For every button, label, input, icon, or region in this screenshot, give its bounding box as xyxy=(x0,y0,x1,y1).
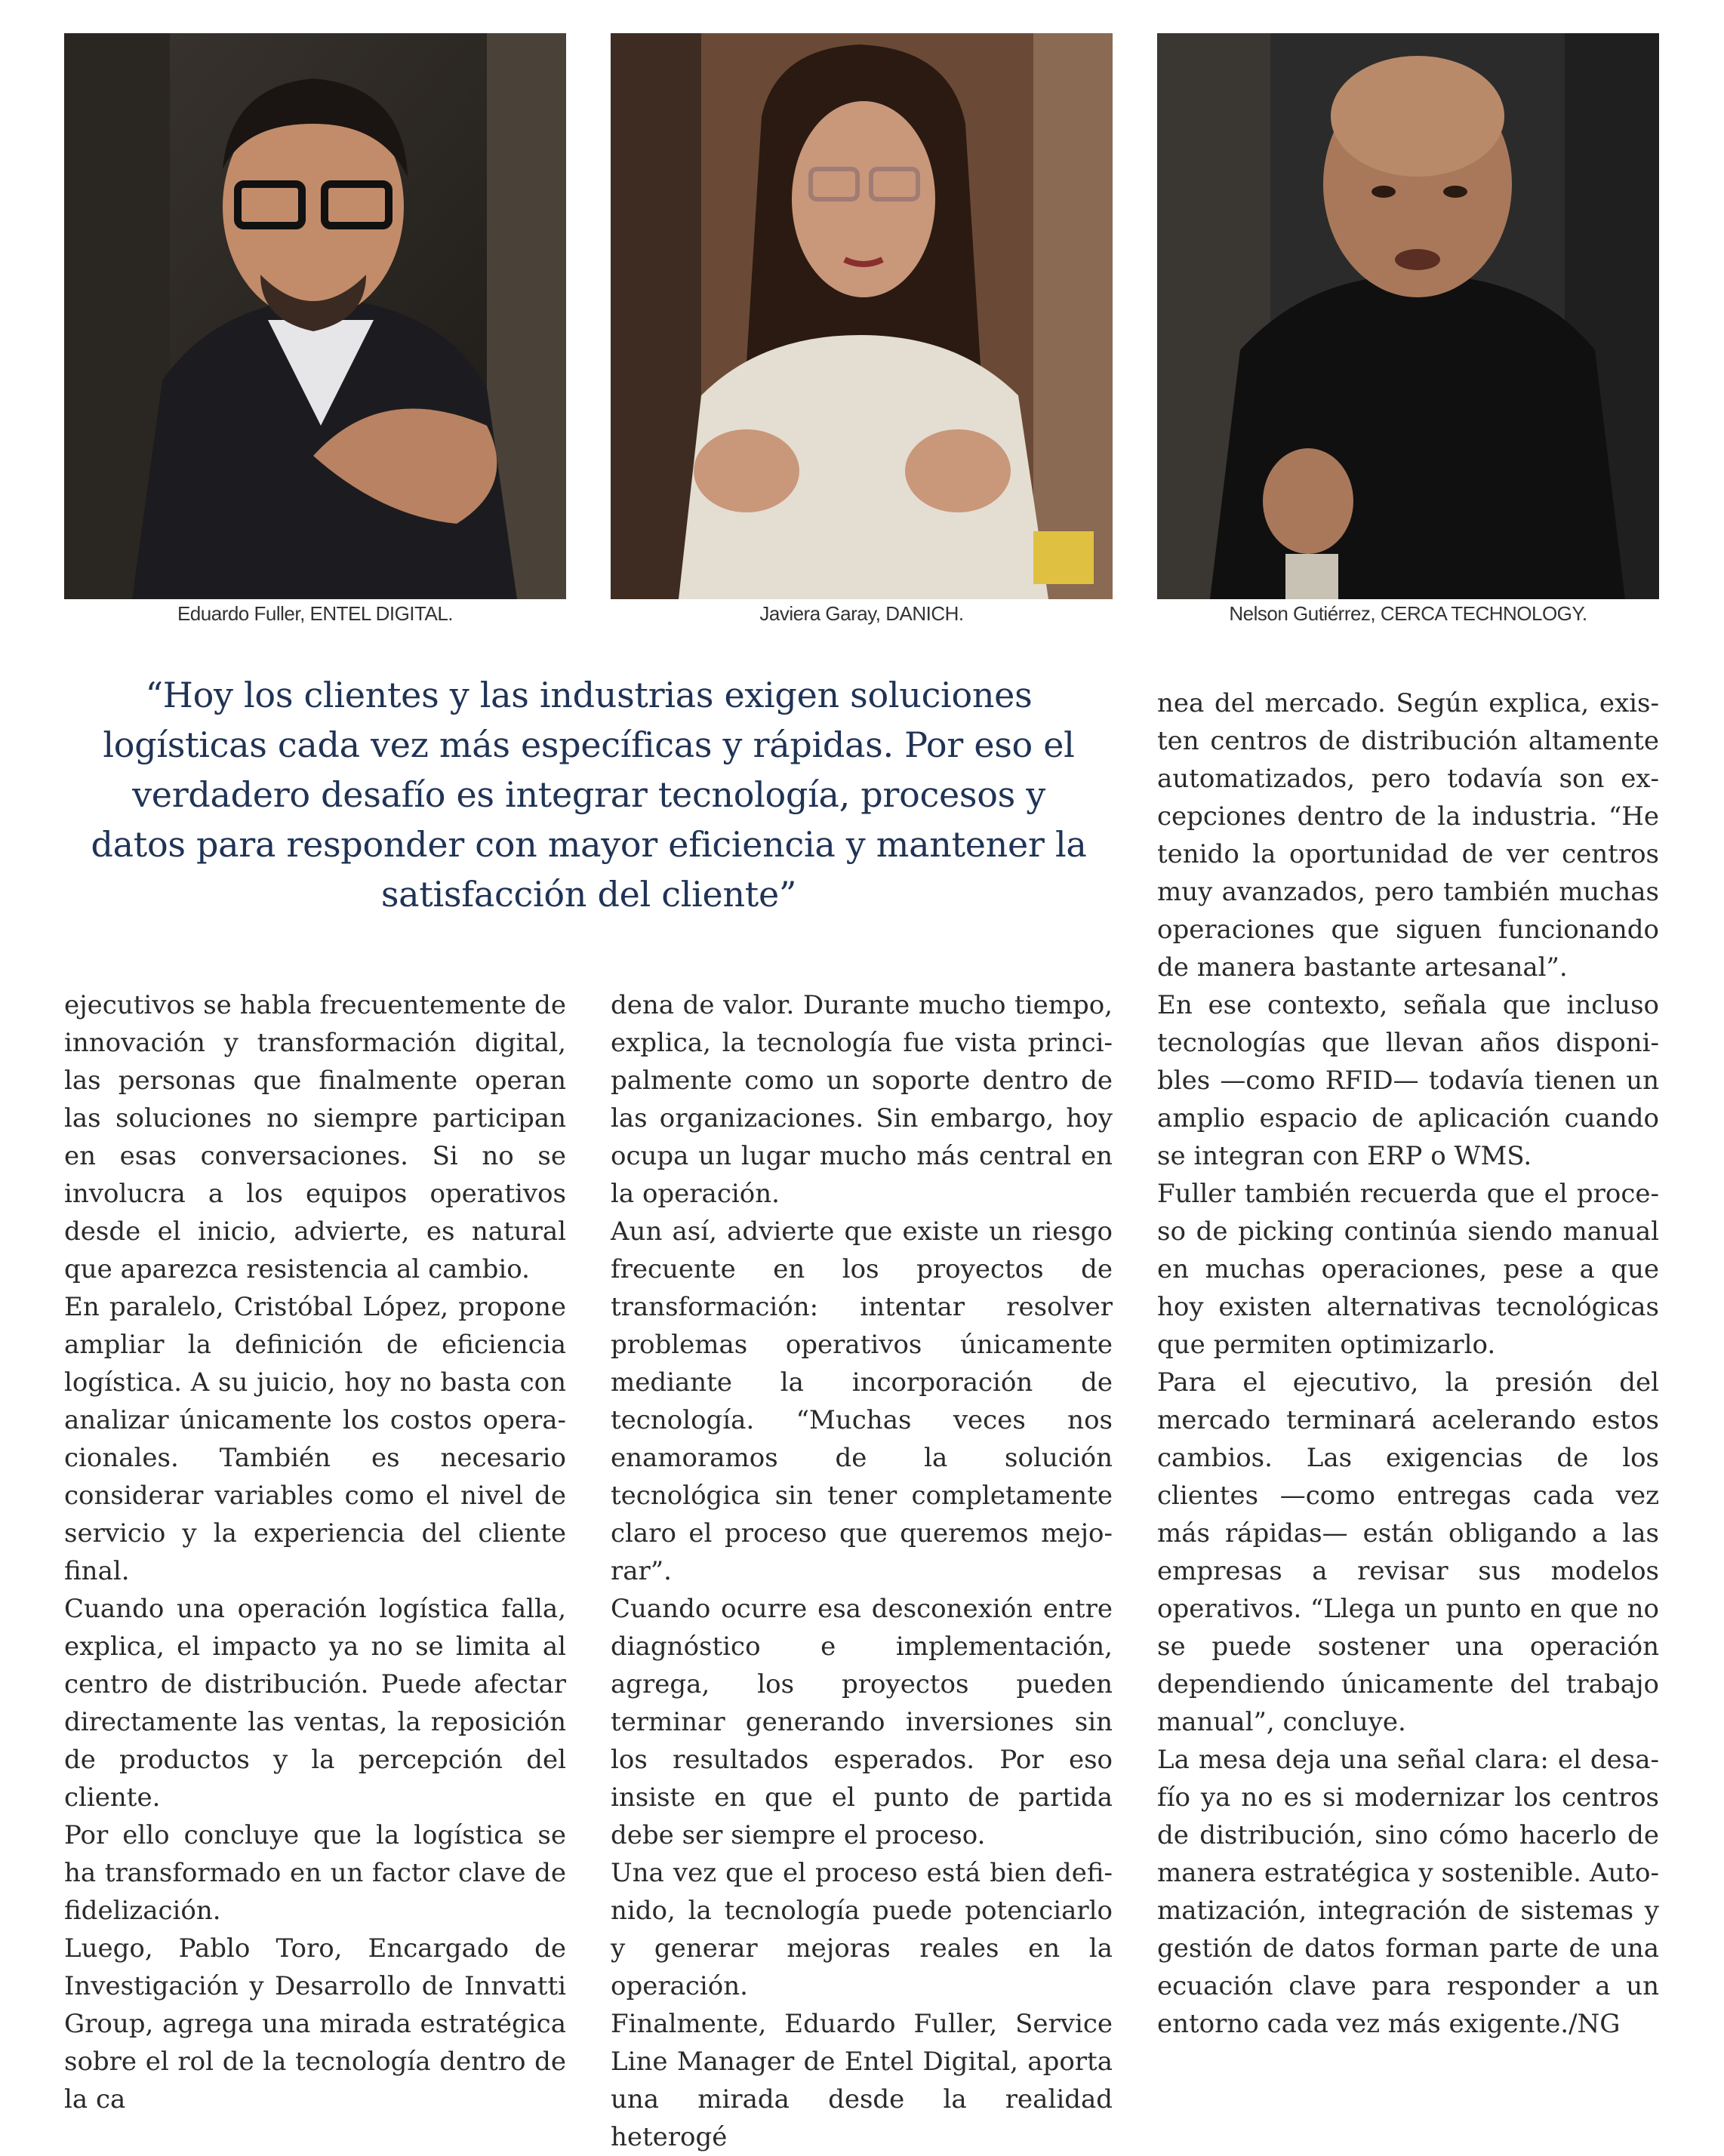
photo-caption-1: Eduardo Fuller, ENTEL DIGITAL. xyxy=(177,602,454,625)
paragraph: Finalmente, Eduardo Fuller, Service Line Manager de Entel Digital, aporta una mirada desde la realidad heterogé xyxy=(611,2009,1113,2152)
paragraph: Para el ejecutivo, la presión del mercado terminará acelerando estos cambios. Las exigencias de los clientes —como entregas cada vez más rápidas— están obligando a las empresas a revisar sus modelos operativos. “Llega un punto en que no se puede sostener una operación dependiendo únicamente del trabajo manual”, concluye. xyxy=(1157,1367,1659,1737)
article-column-2 xyxy=(611,986,1113,2156)
photo-eduardo-fuller xyxy=(64,33,566,599)
photo-caption-3: Nelson Gutiérrez, CERCA TECHNOLOGY. xyxy=(1229,602,1587,625)
paragraph: Por ello concluye que la logística se ha transformado en un factor clave de fidelización. xyxy=(64,1820,566,1926)
paragraph: Cuando una operación logística falla, explica, el impacto ya no se limita al centro de distribución. Puede afectar directamente las ventas, la reposición de productos y la percepción del cliente. xyxy=(64,1594,566,1813)
photo-caption-2: Javiera Garay, DANICH. xyxy=(759,602,964,625)
paragraph: Luego, Pablo Toro, Encargado de Investigación y Desarrollo de Innvatti Group, agrega una mirada estratégica sobre el rol de la tecnología dentro de la ca xyxy=(64,1933,566,2114)
paragraph: dena de valor. Durante mucho tiempo, explica, la tecnología fue vista principalmente como un soporte dentro de las organizaciones. Sin embargo, hoy ocupa un lugar mucho más central en la operación. xyxy=(611,990,1113,1209)
paragraph: Fuller también recuerda que el proceso de picking continúa siendo manual en muchas operaciones, pese a que hoy existen alternativas tecnológicas que permiten optimizarlo. xyxy=(1157,1179,1659,1360)
paragraph: ejecutivos se habla frecuentemente de innovación y transformación digital, las personas que finalmente operan las soluciones no siempre participan en esas conversaciones. Si no se involucra a los equipos operativos desde el inicio, advierte, es natural que aparezca resistencia al cambio. xyxy=(64,990,566,1284)
paragraph: La mesa deja una señal clara: el desafío ya no es si modernizar los centros de distribución, sino cómo hacerlo de manera estratégica y sostenible. Automatización, integración de sistemas y gestión de datos forman parte de una ecuación clave para responder a un entorno cada vez más exigente./NG xyxy=(1157,1745,1659,2039)
portrait-man-glasses-image xyxy=(64,33,566,599)
pull-quote: “Hoy los clientes y las industrias exigen soluciones logísticas cada vez más específicas y rápidas. Por eso el verdadero desafío es integrar tecnología, procesos y datos para responder con mayor eficiencia y mantener la satisfacción del cliente” xyxy=(91,675,1087,915)
portrait-woman-image xyxy=(611,33,1113,599)
photo-nelson-gutierrez xyxy=(1157,33,1659,599)
photo-javiera-garay xyxy=(611,33,1113,599)
paragraph: Aun así, advierte que existe un riesgo frecuente en los proyectos de transformación: intentar resolver problemas operativos únicamente mediante la incorporación de tecnología. “Muchas veces nos enamoramos de la solución tecnológica sin tener completamente claro el proceso que queremos mejorar”. xyxy=(611,1216,1113,1586)
portrait-man-bald-image xyxy=(1157,33,1659,599)
paragraph: En paralelo, Cristóbal López, propone ampliar la definición de eficiencia logística. A su juicio, hoy no basta con analizar únicamente los costos operacionales. También es necesario considerar variables como el nivel de servicio y la experiencia del cliente final. xyxy=(64,1292,566,1586)
article-column-3 xyxy=(1157,684,1659,2043)
paragraph: En ese contexto, señala que incluso tecnologías que llevan años disponibles —como RFID— todavía tienen un amplio espacio de aplicación cuando se integran con ERP o WMS. xyxy=(1157,990,1659,1171)
article-column-1 xyxy=(64,986,566,2118)
paragraph: Cuando ocurre esa desconexión entre diagnóstico e implementación, agrega, los proyectos pueden terminar generando inversiones sin los resultados esperados. Por eso insiste en que el punto de partida debe ser siempre el proceso. xyxy=(611,1594,1113,1850)
paragraph: Una vez que el proceso está bien definido, la tecnología puede potenciarlo y generar mejoras reales en la operación. xyxy=(611,1858,1113,2001)
paragraph: nea del mercado. Según explica, existen centros de distribución altamente automatizados, pero todavía son excepciones dentro de la industria. “He tenido la oportunidad de ver centros muy avanzados, pero también muchas operaciones que siguen funcionando de manera bastante artesanal”. xyxy=(1157,688,1659,983)
